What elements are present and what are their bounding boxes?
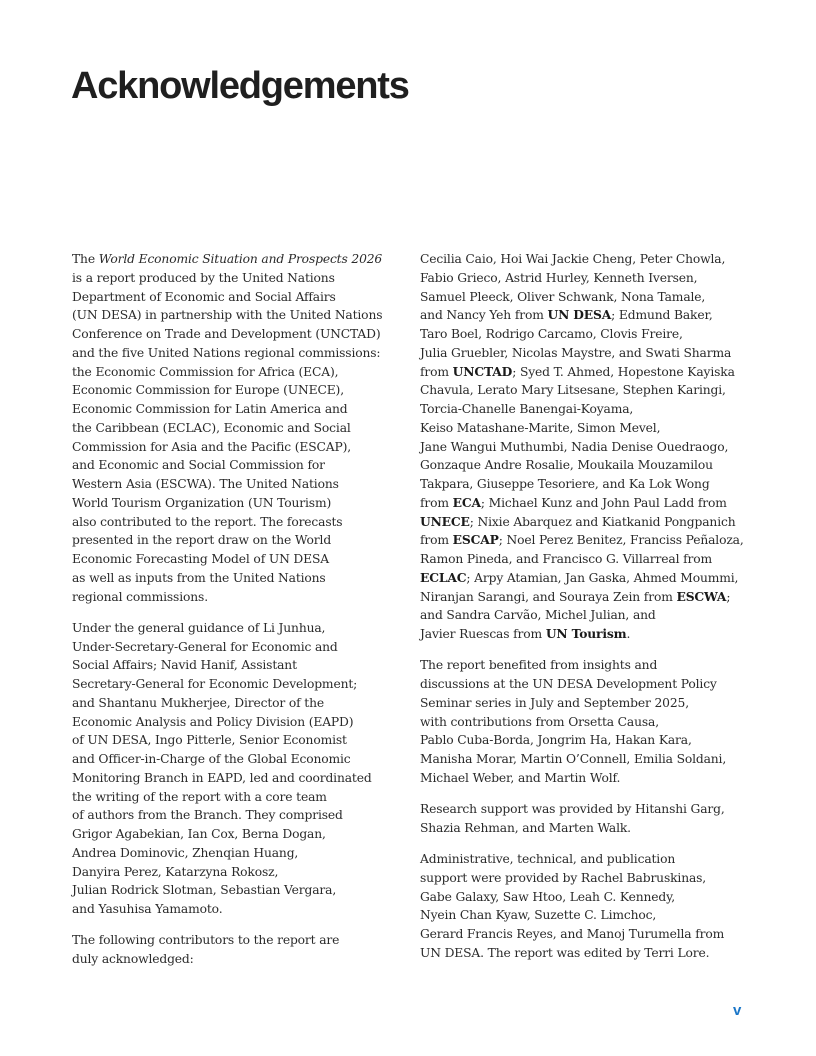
text-segment: of authors from the Branch. They comprised: [72, 808, 343, 823]
text-line: [72, 900, 412, 919]
text-segment: Gabe Galaxy, Saw Htoo, Leah C. Kennedy,: [420, 889, 676, 904]
text-segment: Commission for Asia and the Pacific (ESCAP),: [72, 439, 352, 454]
report-title: World Economic Situation and Prospects 2026: [98, 252, 383, 266]
paragraph: [420, 850, 760, 963]
text-segment: Niranjan Sarangi, and Souraya Zein from: [420, 589, 677, 604]
text-segment: the writing of the report with a core team: [72, 789, 327, 804]
text-line: [72, 638, 412, 657]
text-line: [420, 906, 760, 925]
text-segment: Economic Commission for Latin America and: [72, 402, 348, 416]
text-segment: Andrea Dominovic, Zhenqian Huang,: [72, 845, 299, 860]
text-segment: from: [420, 533, 453, 548]
text-segment: The: [72, 252, 99, 266]
text-segment: Economic Analysis and Policy Division (EAPD): [72, 714, 354, 729]
text-segment: Western Asia (ESCWA). The United Nations: [72, 477, 339, 491]
text-segment: Jane Wangui Muthumbi, Nadia Denise Ouedraogo,: [420, 439, 729, 454]
text-line: [72, 325, 412, 344]
text-line: [420, 288, 760, 307]
text-line: [72, 531, 412, 550]
text-segment: .: [626, 627, 631, 641]
text-segment: from: [420, 495, 453, 510]
text-segment: ;: [726, 589, 731, 604]
text-segment: (UN DESA) in partnership with the United Nations: [72, 308, 383, 323]
text-line: [420, 888, 760, 907]
text-line: [420, 269, 760, 288]
text-segment: Shazia Rehman, and Marten Walk.: [420, 820, 631, 835]
text-segment: Gerard Francis Reyes, and Manoj Turumella from: [420, 927, 725, 941]
text-line: [72, 881, 412, 900]
text-line: [72, 863, 412, 882]
text-line: [72, 363, 412, 382]
text-segment: Grigor Agabekian, Ian Cox, Berna Dogan,: [72, 827, 326, 841]
text-line: [72, 788, 412, 807]
text-line: [72, 619, 412, 638]
organization-name: UNECE: [420, 513, 470, 529]
text-segment: Chavula, Lerato Mary Litsesane, Stephen Karingi,: [420, 383, 726, 398]
organization-name: UNCTAD: [452, 363, 513, 379]
organization-name: UN DESA: [547, 307, 612, 323]
text-line: [420, 625, 760, 644]
text-segment: Cecilia Caio, Hoi Wai Jackie Cheng, Peter Chowla,: [420, 252, 726, 266]
page-title: Acknowledgements: [71, 65, 409, 107]
text-line: [72, 250, 412, 269]
paragraph: [72, 250, 412, 606]
text-line: [420, 588, 760, 607]
text-line: [72, 419, 412, 438]
organization-name: ECLAC: [420, 569, 467, 585]
text-segment: and Yasuhisa Yamamoto.: [72, 902, 223, 916]
text-segment: Manisha Morar, Martin O’Connell, Emilia Soldani,: [420, 752, 727, 766]
text-segment: ; Edmund Baker,: [611, 308, 713, 323]
text-line: [72, 569, 412, 588]
organization-name: ESCWA: [676, 588, 727, 604]
text-segment: regional commissions.: [72, 589, 208, 604]
organization-name: ECA: [452, 494, 481, 510]
text-segment: Conference on Trade and Development (UNCTAD): [72, 327, 381, 341]
paragraph: [420, 656, 760, 787]
text-segment: The following contributors to the report are: [72, 933, 340, 948]
organization-name: UN Tourism: [545, 626, 627, 641]
text-segment: Research support was provided by Hitanshi Garg,: [420, 802, 725, 816]
text-segment: Department of Economic and Social Affairs: [72, 289, 336, 304]
text-segment: Michael Weber, and Martin Wolf.: [420, 770, 621, 785]
text-line: [72, 588, 412, 607]
text-line: [72, 950, 412, 969]
text-line: [72, 931, 412, 950]
text-line: [72, 750, 412, 769]
paragraph: [420, 250, 760, 644]
text-segment: Javier Ruescas from: [420, 627, 546, 641]
text-line: [420, 381, 760, 400]
text-segment: Nyein Chan Kyaw, Suzette C. Limchoc,: [420, 908, 657, 923]
text-segment: Economic Commission for Europe (UNECE),: [72, 383, 344, 398]
text-line: [420, 494, 760, 513]
text-segment: ; Noel Perez Benitez, Franciss Peñaloza,: [498, 533, 744, 548]
text-segment: Danyira Perez, Katarzyna Rokosz,: [72, 864, 279, 879]
text-segment: ; Michael Kunz and John Paul Ladd from: [480, 495, 727, 510]
text-segment: ; Arpy Atamian, Jan Gaska, Ahmed Moummi,: [466, 570, 739, 585]
text-segment: World Tourism Organization (UN Tourism): [72, 495, 332, 510]
text-line: [420, 750, 760, 769]
text-segment: Monitoring Branch in EAPD, led and coordinated: [72, 770, 372, 785]
text-segment: Samuel Pleeck, Oliver Schwank, Nona Tamale,: [420, 289, 706, 304]
text-segment: is a report produced by the United Nations: [72, 270, 335, 285]
text-line: [420, 419, 760, 438]
text-line: [72, 513, 412, 532]
text-segment: Fabio Grieco, Astrid Hurley, Kenneth Iversen,: [420, 270, 698, 285]
text-segment: Ramon Pineda, and Francisco G. Villarreal from: [420, 552, 713, 566]
text-line: [72, 269, 412, 288]
text-segment: Takpara, Giuseppe Tesoriere, and Ka Lok Wong: [420, 477, 710, 491]
text-segment: and Shantanu Mukherjee, Director of the: [72, 695, 324, 710]
text-line: [420, 325, 760, 344]
paragraph: [72, 931, 412, 969]
text-line: [72, 675, 412, 694]
text-segment: Under-Secretary-General for Economic and: [72, 639, 338, 654]
text-line: [420, 306, 760, 325]
text-segment: Keiso Matashane-Marite, Simon Mevel,: [420, 420, 661, 435]
text-segment: ; Syed T. Ahmed, Hopestone Kayiska: [512, 364, 735, 379]
text-line: [72, 731, 412, 750]
text-line: [72, 306, 412, 325]
text-segment: Gonzaque Andre Rosalie, Moukaila Mouzamilou: [420, 458, 713, 473]
text-line: [420, 606, 760, 625]
text-line: [420, 800, 760, 819]
text-line: [72, 656, 412, 675]
paragraph: [420, 800, 760, 838]
text-line: [72, 288, 412, 307]
text-line: [420, 569, 760, 588]
paragraph: [72, 619, 412, 919]
text-segment: The report benefited from insights and: [420, 658, 658, 673]
left-column: [72, 250, 412, 981]
text-line: [420, 363, 760, 382]
text-segment: Administrative, technical, and publication: [420, 852, 676, 866]
text-line: [72, 844, 412, 863]
text-line: [420, 438, 760, 457]
text-line: [72, 713, 412, 732]
text-segment: support were provided by Rachel Babruskinas,: [420, 870, 707, 885]
text-segment: the Caribbean (ECLAC), Economic and Social: [72, 420, 351, 435]
organization-name: ESCAP: [452, 532, 499, 548]
text-line: [72, 694, 412, 713]
text-line: [72, 381, 412, 400]
text-line: [72, 806, 412, 825]
text-segment: Torcia-Chanelle Banengai-Koyama,: [420, 402, 634, 416]
text-segment: and Nancy Yeh from: [420, 308, 548, 323]
text-line: [72, 344, 412, 363]
text-segment: Pablo Cuba-Borda, Jongrim Ha, Hakan Kara,: [420, 733, 692, 748]
text-line: [420, 456, 760, 475]
text-segment: discussions at the UN DESA Development Policy: [420, 677, 717, 691]
text-segment: and Sandra Carvão, Michel Julian, and: [420, 608, 656, 623]
text-line: [420, 819, 760, 838]
text-line: [420, 731, 760, 750]
text-segment: Julian Rodrick Slotman, Sebastian Vergara,: [72, 883, 337, 898]
text-segment: ; Nixie Abarquez and Kiatkanid Pongpanich: [469, 514, 736, 529]
text-segment: Social Affairs; Navid Hanif, Assistant: [72, 658, 297, 673]
text-segment: and Economic and Social Commission for: [72, 458, 325, 473]
text-line: [72, 825, 412, 844]
text-segment: the Economic Commission for Africa (ECA),: [72, 364, 339, 379]
text-line: [420, 675, 760, 694]
text-segment: Julia Gruebler, Nicolas Maystre, and Swati Sharma: [420, 345, 732, 360]
text-segment: duly acknowledged:: [72, 952, 194, 966]
text-line: [420, 869, 760, 888]
text-segment: and the five United Nations regional commissions:: [72, 345, 381, 360]
text-segment: UN DESA. The report was edited by Terri Lore.: [420, 945, 710, 960]
text-line: [420, 344, 760, 363]
text-line: [420, 850, 760, 869]
text-segment: presented in the report draw on the World: [72, 533, 332, 548]
text-line: [420, 475, 760, 494]
text-line: [72, 475, 412, 494]
text-line: [420, 944, 760, 963]
text-line: [420, 769, 760, 788]
text-segment: and Officer-in-Charge of the Global Economic: [72, 752, 351, 766]
text-segment: Taro Boel, Rodrigo Carcamo, Clovis Freire,: [420, 327, 683, 341]
text-line: [72, 438, 412, 457]
text-line: [72, 456, 412, 475]
text-line: [72, 400, 412, 419]
text-line: [72, 550, 412, 569]
text-segment: Seminar series in July and September 2025,: [420, 695, 689, 710]
right-column: [420, 250, 760, 975]
text-segment: Economic Forecasting Model of UN DESA: [72, 552, 329, 566]
text-line: [420, 713, 760, 732]
text-line: [72, 494, 412, 513]
text-line: [420, 531, 760, 550]
text-line: [420, 250, 760, 269]
text-segment: from: [420, 364, 453, 379]
text-line: [420, 550, 760, 569]
text-line: [420, 513, 760, 532]
text-segment: as well as inputs from the United Nations: [72, 570, 326, 585]
text-segment: Secretary-General for Economic Development;: [72, 677, 358, 691]
text-line: [420, 656, 760, 675]
text-segment: also contributed to the report. The forecasts: [72, 514, 343, 529]
text-segment: Under the general guidance of Li Junhua,: [72, 620, 326, 635]
text-segment: with contributions from Orsetta Causa,: [420, 714, 659, 729]
page-number: v: [733, 1002, 742, 1019]
text-line: [72, 769, 412, 788]
text-line: [420, 694, 760, 713]
text-line: [420, 400, 760, 419]
text-segment: of UN DESA, Ingo Pitterle, Senior Economist: [72, 733, 347, 748]
text-line: [420, 925, 760, 944]
